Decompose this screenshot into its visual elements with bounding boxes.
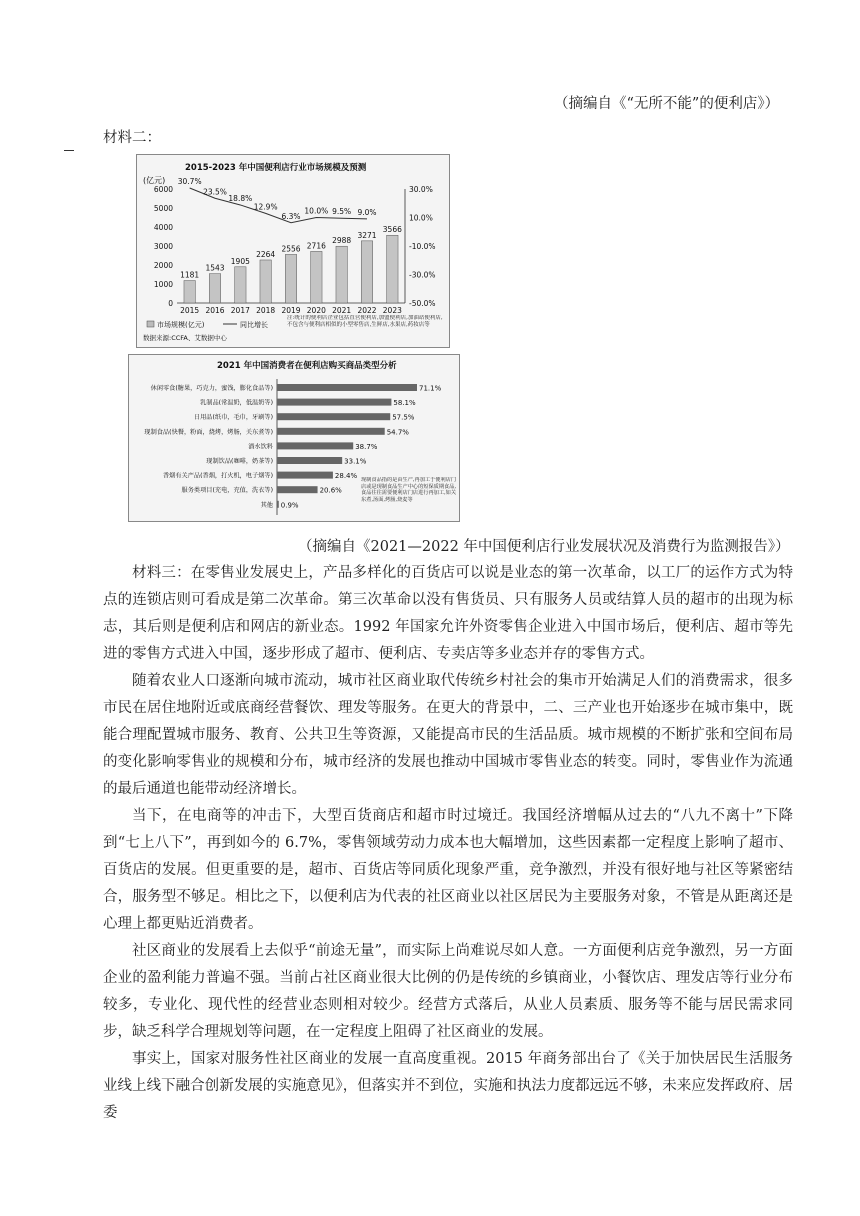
growth-rate-label: 9.5% xyxy=(332,207,352,217)
category-label: 日用品(纸巾，毛巾，牙刷等) xyxy=(193,414,273,422)
left-tick-label: 3000 xyxy=(153,242,173,251)
year-tick-label: 2023 xyxy=(382,306,402,315)
category-bar xyxy=(277,399,391,406)
year-tick-label: 2015 xyxy=(180,306,200,315)
bar-value-label: 1543 xyxy=(205,263,225,273)
growth-rate-label: 12.9% xyxy=(253,202,278,212)
category-label: 其他 xyxy=(260,501,273,509)
right-tick-label: 30.0% xyxy=(409,185,433,194)
chart1-note: 注:统计的便利店企业包括直营便利店,加盟便利店,加油站便利店,不包含与便利店相似的小型零售店,生鲜店,水果店,药妆店等 xyxy=(287,315,443,328)
bar-value-label: 3566 xyxy=(382,225,402,235)
chart1-y-unit: (亿元) xyxy=(143,176,166,185)
category-value-label: 58.1% xyxy=(393,399,416,408)
growth-rate-label: 10.0% xyxy=(304,206,329,216)
category-value-label: 0.9% xyxy=(280,501,299,510)
growth-rate-label: 23.5% xyxy=(203,187,227,197)
market-size-chart xyxy=(136,154,450,348)
legend-bar-swatch xyxy=(147,321,154,327)
market-size-bar xyxy=(209,274,220,303)
category-bar xyxy=(277,472,333,479)
paragraph-current-retail: 当下，在电商等的冲击下，大型百货商店和超市时过境迁。我国经济增幅从过去的“八九不离十”下降到“七上八下”，再到如今的 6.7%，零售领域劳动力成本也大幅增加，这些因素都一定程度上影响了超市、百货店的发展。但更重要的是，超市、百货店等同质化现象严重，竞争激烈，并没有很好地与社区等紧密结合，服务型不够足。相比之下，以便利店为代表的社区商业以社区居民为主要服务对象，不管是从距离还是心理上都更贴近消费者。 xyxy=(103,808,793,932)
category-label: 乳制品(常温奶，低温奶等) xyxy=(200,399,273,407)
category-value-label: 28.4% xyxy=(334,472,358,481)
category-bar xyxy=(277,442,353,449)
right-tick-label: -10.0% xyxy=(409,242,436,251)
chart1-source: 数据来源:CCFA、艾数据中心 xyxy=(143,334,227,342)
margin-dash xyxy=(64,150,74,151)
market-size-bar xyxy=(336,246,347,303)
market-size-bar xyxy=(361,241,372,303)
category-label: 服务类项目(充电，充值，洗衣等) xyxy=(181,487,273,495)
left-tick-label: 4000 xyxy=(153,223,173,232)
chart2-title: 2021 年中国消费者在便利店购买商品类型分析 xyxy=(217,361,397,371)
paragraph-development-issues: 社区商业的发展看上去似乎“前途无量”，而实际上尚难说尽如人意。一方面便利店竞争激烈，另一方面企业的盈利能力普遍不强。当前占社区商业很大比例的仍是传统的乡镇商业，小餐饮店、理发店等行业分布较多，专业化、现代性的经营业态则相对较少。经营方式落后，从业人员素质、服务等不能与居民需求同步，缺乏科学合理规划等问题，在一定程度上阻碍了社区商业的发展。 xyxy=(103,943,793,1040)
year-tick-label: 2018 xyxy=(256,306,276,315)
category-label: 香烟有关产品(香烟，打火机，电子烟等) xyxy=(162,472,273,480)
left-tick-label: 1000 xyxy=(153,280,173,289)
citation-material-one: （摘编自《“无所不能”的便利店》） xyxy=(554,96,780,112)
category-value-label: 33.1% xyxy=(344,457,367,466)
bar-value-label: 3271 xyxy=(357,230,377,240)
bar-value-label: 2716 xyxy=(306,241,326,251)
bar-value-label: 1905 xyxy=(230,256,250,266)
left-tick-label: 0 xyxy=(168,299,173,308)
left-tick-label: 2000 xyxy=(153,261,173,270)
bar-value-label: 2264 xyxy=(256,249,276,259)
legend-line-label: 同比增长 xyxy=(240,321,268,329)
paragraph-material-three: 材料三：在零售业发展史上，产品多样化的百货店可以说是业态的第一次革命，以工厂的运作方式为特点的连锁店则可看成是第二次革命。第三次革命以没有售货员、只有服务人员或结算人员的超市的出现为标志，其后则是便利店和网店的新业态。1992 年国家允许外资零售企业进入中国市场后，便利店、超市等先进的零售方式进入中国，逐步形成了超市、便利店、专卖店等多业态并存的零售方式。 xyxy=(103,565,793,662)
growth-rate-label: 18.8% xyxy=(228,193,253,203)
market-size-bar xyxy=(184,281,195,303)
right-tick-label: -30.0% xyxy=(409,270,436,280)
bar-value-label: 2988 xyxy=(332,236,352,246)
purchase-category-chart xyxy=(128,354,460,522)
market-size-bar xyxy=(260,260,271,303)
material-two-label: 材料二： xyxy=(103,130,161,146)
category-value-label: 38.7% xyxy=(355,442,378,451)
category-value-label: 57.5% xyxy=(392,413,415,422)
year-tick-label: 2017 xyxy=(230,306,250,315)
bar-value-label: 2556 xyxy=(281,244,301,254)
category-label: 酒水饮料 xyxy=(248,443,273,451)
growth-rate-label: 9.0% xyxy=(357,207,377,217)
category-label: 休闲零食(糖果，巧克力，蜜饯，膨化食品等) xyxy=(150,385,273,392)
category-label: 现制饮品(咖啡，奶茶等) xyxy=(206,458,273,465)
year-tick-label: 2019 xyxy=(281,306,301,315)
chart1-title: 2015-2023 年中国便利店行业市场规模及预测 xyxy=(185,163,367,173)
growth-rate-label: 6.3% xyxy=(281,211,301,221)
category-value-label: 20.6% xyxy=(319,486,342,495)
market-size-chart-svg xyxy=(137,155,449,347)
category-bar xyxy=(277,428,385,435)
category-bar xyxy=(277,384,417,391)
year-tick-label: 2021 xyxy=(332,306,352,315)
category-bar xyxy=(277,457,342,464)
chart2-note: 现制食品指的是由生产,再加工于便利店门店或是现制食品生产中心的短保质期食品,食品往往需要便利店门店进行再加工,如关东煮,汤面,烤肠,烧麦等 xyxy=(361,477,457,503)
category-value-label: 71.1% xyxy=(419,384,442,393)
paragraph-community-commerce: 随着农业人口逐渐向城市流动，城市社区商业取代传统乡村社会的集市开始满足人们的消费需求，很多市民在居住地附近或底商经营餐饮、理发等服务。在更大的背景中，二、三产业也开始逐步在城市集中，既能合理配置城市服务、教育、公共卫生等资源，又能提高市民的生活品质。城市规模的不断扩张和空间布局的变化影响零售业的规模和分布，城市经济的发展也推动中国城市零售业态的转变。同时，零售业作为流通的最后通道也能带动经济增长。 xyxy=(103,673,793,797)
right-tick-label: -50.0% xyxy=(409,299,436,308)
left-tick-label: 5000 xyxy=(153,204,173,213)
right-tick-label: 10.0% xyxy=(409,213,433,223)
market-size-bar xyxy=(311,251,322,303)
year-tick-label: 2020 xyxy=(306,306,326,315)
category-bar xyxy=(277,486,318,493)
market-size-bar xyxy=(235,267,246,303)
category-value-label: 54.7% xyxy=(386,428,409,437)
category-label: 现制食品(快餐，粉面，烧烤，烤肠，关东煮等) xyxy=(144,428,273,436)
bar-value-label: 1181 xyxy=(180,270,200,280)
year-tick-label: 2016 xyxy=(205,306,225,315)
market-size-bar xyxy=(387,235,398,303)
category-bar xyxy=(277,501,279,508)
purchase-category-chart-svg xyxy=(129,355,459,521)
left-tick-label: 6000 xyxy=(153,185,173,194)
legend-bar-label: 市场规模(亿元) xyxy=(157,321,205,329)
growth-rate-label: 30.7% xyxy=(177,177,202,187)
paragraph-policy: 事实上，国家对服务性社区商业的发展一直高度重视。2015 年商务部出台了《关于加快居民生活服务业线上线下融合创新发展的实施意见》，但落实并不到位，实施和执法力度都远远不够，未来应发挥政府、居委 xyxy=(103,1051,793,1121)
market-size-bar xyxy=(285,254,296,303)
year-tick-label: 2022 xyxy=(357,306,377,315)
category-bar xyxy=(277,413,390,420)
citation-material-two: （摘编自《2021—2022 年中国便利店行业发展状况及消费行为监测报告》） xyxy=(298,539,790,555)
